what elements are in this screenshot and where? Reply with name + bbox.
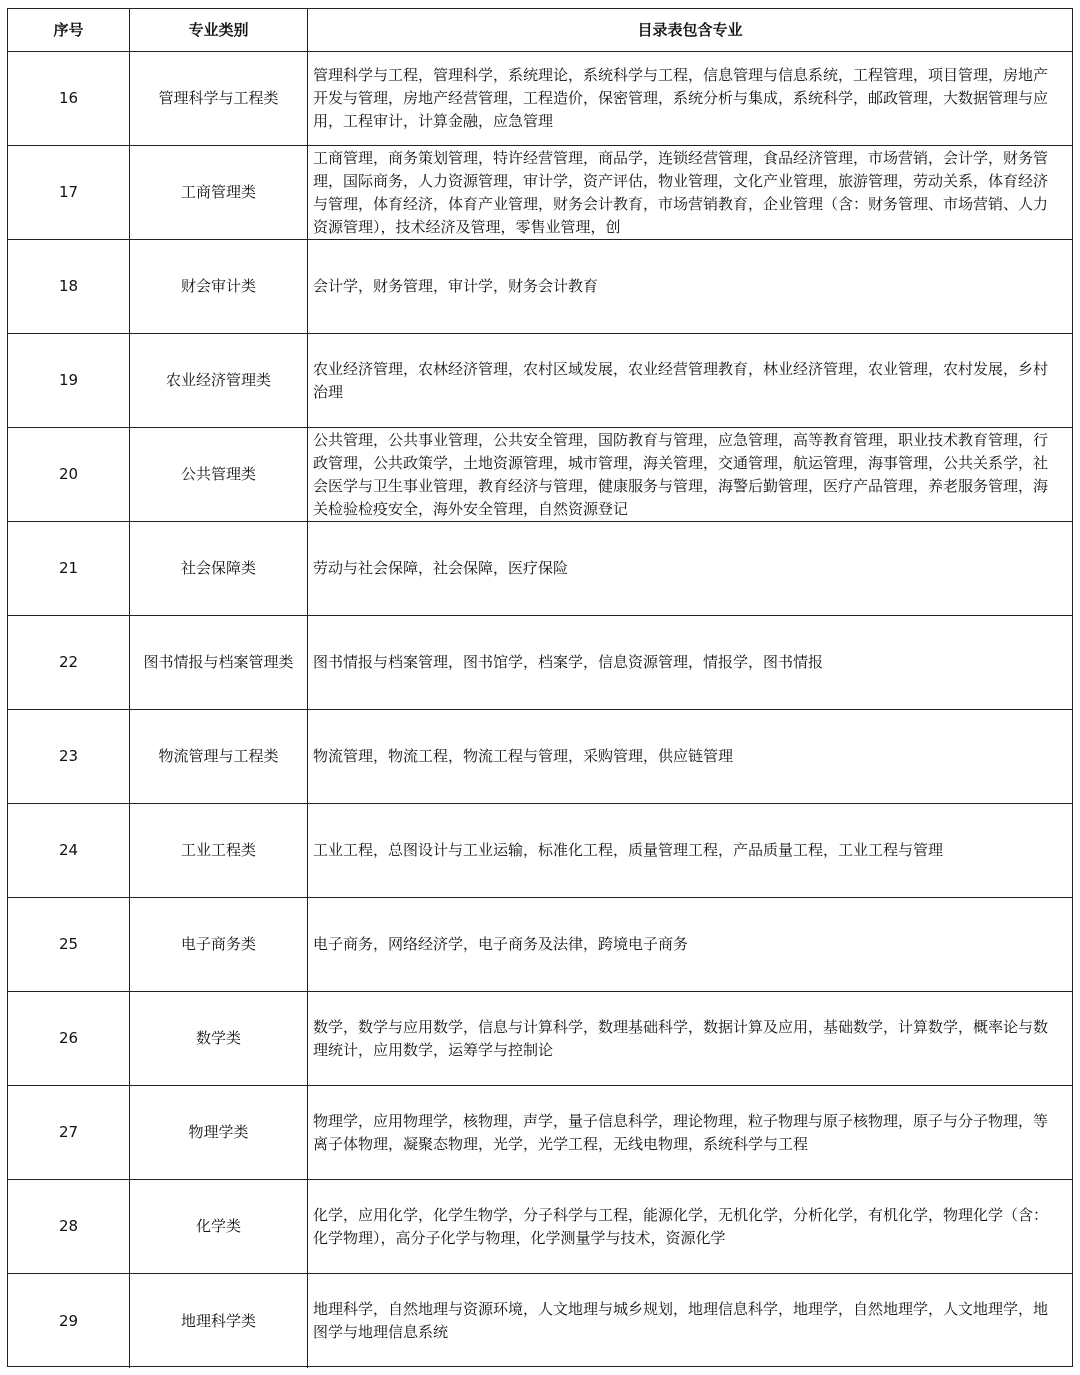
row-majors-cell [308, 522, 1072, 615]
table-row [8, 1086, 1072, 1180]
header-majors: 目录表包含专业 [637, 20, 743, 39]
row-number: 27 [8, 1086, 130, 1179]
table-row [8, 992, 1072, 1086]
table-row [8, 522, 1072, 616]
row-category: 地理科学类 [130, 1274, 308, 1368]
row-category: 化学类 [130, 1180, 308, 1273]
table-row [8, 616, 1072, 710]
table-row [8, 240, 1072, 334]
row-majors: 物理学，应用物理学，核物理，声学，量子信息科学，理论物理，粒子物理与原子核物理，原子与分子物理，等离子体物理，凝聚态物理，光学，光学工程，无线电物理，系统科学与工程 [313, 1111, 1049, 1153]
row-category: 工商管理类 [130, 146, 308, 239]
table-row [8, 1274, 1072, 1368]
table-header-row [8, 9, 1072, 52]
row-category: 物流管理与工程类 [130, 710, 308, 803]
row-number: 20 [8, 428, 130, 521]
row-majors-cell [308, 1274, 1072, 1368]
row-majors: 劳动与社会保障，社会保障，医疗保险 [313, 559, 569, 577]
header-num: 序号 [8, 9, 130, 51]
row-majors-cell [308, 992, 1072, 1085]
table-row [8, 146, 1072, 240]
row-majors-cell [308, 898, 1072, 991]
row-majors: 工业工程，总图设计与工业运输，标准化工程，质量管理工程，产品质量工程，工业工程与管理 [313, 841, 944, 859]
row-majors: 物流管理，物流工程，物流工程与管理，采购管理，供应链管理 [313, 747, 734, 765]
row-number: 19 [8, 334, 130, 427]
row-category: 工业工程类 [130, 804, 308, 897]
table-row [8, 710, 1072, 804]
row-majors-cell [308, 146, 1072, 239]
row-majors-cell [308, 240, 1072, 333]
row-category: 财会审计类 [130, 240, 308, 333]
row-majors-cell [308, 804, 1072, 897]
row-number: 17 [8, 146, 130, 239]
row-number: 18 [8, 240, 130, 333]
row-majors: 农业经济管理，农林经济管理，农村区域发展，农业经营管理教育，林业经济管理，农业管理，农村发展，乡村治理 [313, 359, 1049, 401]
row-majors: 化学，应用化学，化学生物学，分子科学与工程，能源化学，无机化学，分析化学，有机化学，物理化学（含：化学物理），高分子化学与物理，化学测量学与技术，资源化学 [313, 1205, 1049, 1247]
row-category: 社会保障类 [130, 522, 308, 615]
row-majors-cell [308, 52, 1072, 145]
table-row [8, 804, 1072, 898]
header-category: 专业类别 [130, 9, 308, 51]
row-majors-cell [308, 428, 1072, 521]
row-majors-cell [308, 616, 1072, 709]
row-majors-cell [308, 1086, 1072, 1179]
row-majors: 图书情报与档案管理，图书馆学，档案学，信息资源管理，情报学，图书情报 [313, 653, 824, 671]
row-majors: 地理科学，自然地理与资源环境，人文地理与城乡规划，地理信息科学，地理学，自然地理学，人文地理学，地图学与地理信息系统 [313, 1300, 1049, 1341]
row-category: 农业经济管理类 [130, 334, 308, 427]
row-majors: 数学，数学与应用数学，信息与计算科学，数理基础科学，数据计算及应用，基础数学，计算数学，概率论与数理统计，应用数学，运筹学与控制论 [313, 1017, 1049, 1059]
table-row [8, 428, 1072, 522]
row-majors-cell [308, 334, 1072, 427]
table-row [8, 1180, 1072, 1274]
row-category: 管理科学与工程类 [130, 52, 308, 145]
row-number: 16 [8, 52, 130, 145]
row-category: 图书情报与档案管理类 [130, 616, 308, 709]
row-category: 公共管理类 [130, 428, 308, 521]
row-majors: 会计学，财务管理，审计学，财务会计教育 [313, 277, 599, 295]
row-number: 21 [8, 522, 130, 615]
row-majors: 管理科学与工程，管理科学，系统理论，系统科学与工程，信息管理与信息系统，工程管理，项目管理，房地产开发与管理，房地产经营管理，工程造价，保密管理，系统分析与集成，系统科学，邮政管理，大数据管理与应用，工程审计，计算金融，应急管理 [313, 66, 1049, 130]
row-number: 23 [8, 710, 130, 803]
row-majors-cell [308, 710, 1072, 803]
majors-table [7, 8, 1073, 1367]
table-row [8, 334, 1072, 428]
row-category: 数学类 [130, 992, 308, 1085]
row-number: 28 [8, 1180, 130, 1273]
table-row [8, 898, 1072, 992]
row-number: 25 [8, 898, 130, 991]
row-number: 24 [8, 804, 130, 897]
row-category: 物理学类 [130, 1086, 308, 1179]
row-number: 22 [8, 616, 130, 709]
row-number: 26 [8, 992, 130, 1085]
row-majors: 工商管理，商务策划管理，特许经营管理，商品学，连锁经营管理，食品经济管理，市场营销，会计学，财务管理，国际商务，人力资源管理，审计学，资产评估，物业管理，文化产业管理，旅游管理，劳动关系，体育经济与管理，体育经济，体育产业管理，财务会计教育，市场营销教育，企业管理（含：财务管理、市场营销、人力资源管理），技术经济及管理，零售业管理，创 [313, 148, 1049, 236]
row-majors: 公共管理，公共事业管理，公共安全管理，国防教育与管理，应急管理，高等教育管理，职业技术教育管理，行政管理，公共政策学，土地资源管理，城市管理，海关管理，交通管理，航运管理，海事管理，公共关系学，社会医学与卫生事业管理，教育经济与管理，健康服务与管理，海警后勤管理，医疗产品管理，养老服务管理，海关检验检疫安全，海外安全管理，自然资源登记 [313, 430, 1049, 518]
row-number: 29 [8, 1274, 130, 1368]
row-category: 电子商务类 [130, 898, 308, 991]
row-majors: 电子商务，网络经济学，电子商务及法律，跨境电子商务 [313, 935, 689, 953]
table-row [8, 52, 1072, 146]
row-majors-cell [308, 1180, 1072, 1273]
